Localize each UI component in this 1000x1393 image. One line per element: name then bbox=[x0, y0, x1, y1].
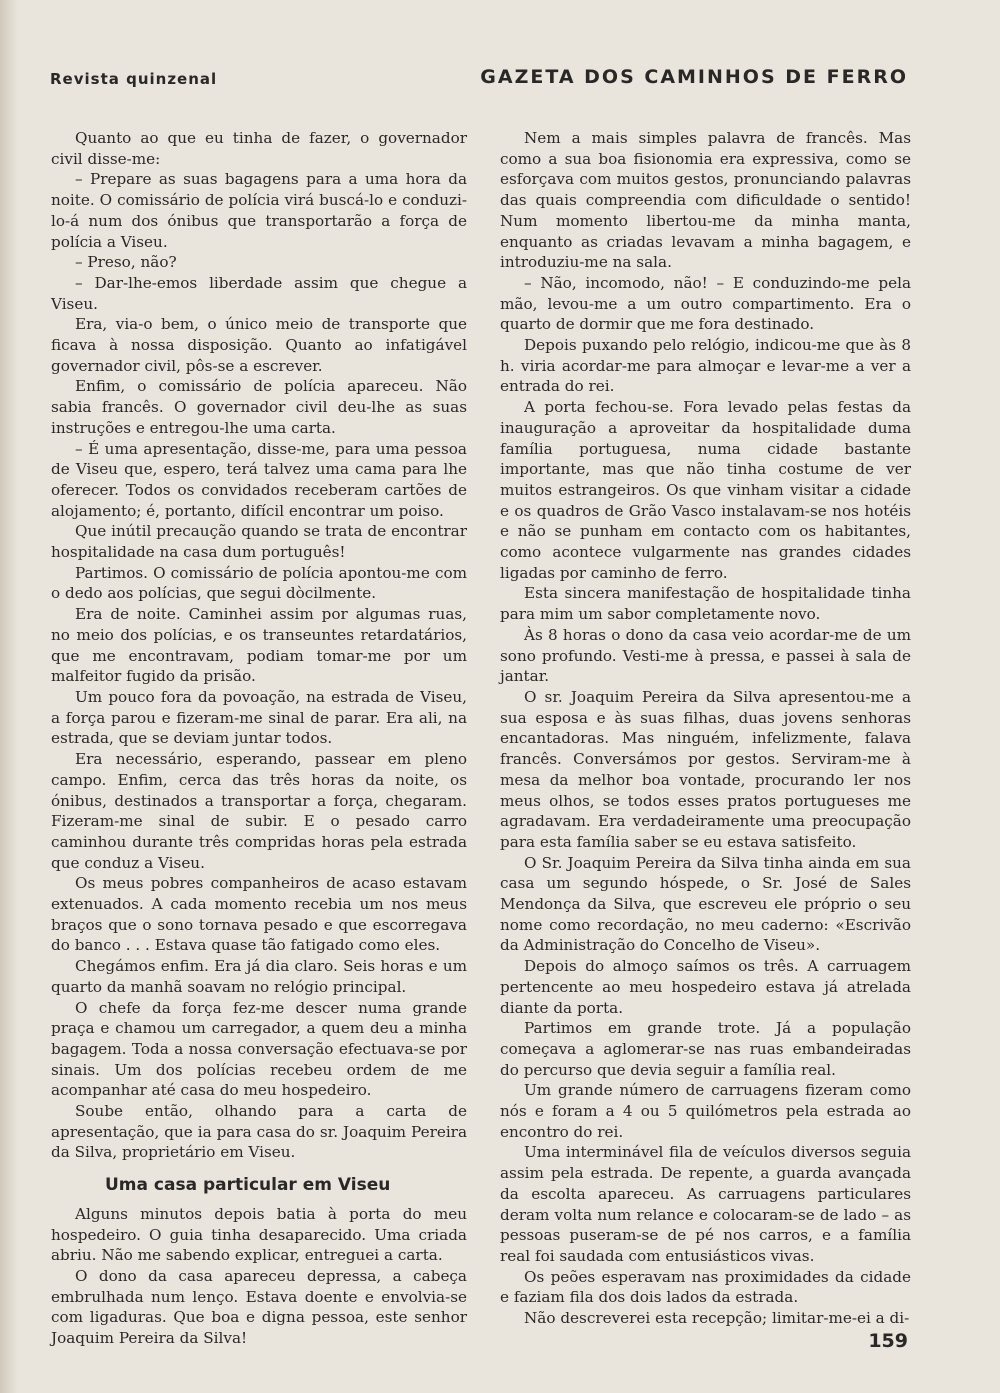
paragraph: Soube então, olhando para a carta de apresentação, que ia para casa do sr. Joaquim Pereira da Silva, proprietário em Viseu. bbox=[51, 1102, 467, 1162]
paragraph: A porta fechou-se. Fora levado pelas festas da inauguração a aproveitar da hospitalidade duma família portuguesa, numa cidade bastante importante, mas que não tinha costume de ver muitos estrangeiros. Os que vinham visitar a cidade e os quadros de Grão Vasco instalavam-se nos hotéis e não se punham em contacto com os habitantes, como acontece vulgarmente nas grandes cidades ligadas por caminho de ferro. bbox=[500, 398, 911, 582]
paragraph: – Prepare as suas bagagens para a uma hora da noite. O comissário de polícia virá buscá-lo e conduzi-lo-á num dos ónibus que transportarão a força de polícia a Viseu. bbox=[51, 170, 467, 251]
paragraph: O dono da casa apareceu depressa, a cabeça embrulhada num lenço. Estava doente e envolvia-se com ligaduras. Que boa e digna pessoa, este senhor Joaquim Pereira da Silva! bbox=[51, 1266, 467, 1348]
paragraph: Nem a mais simples palavra de francês. Mas como a sua boa fisionomia era expressiva, como se esforçava com muitos gestos, pronunciando palavras das quais compreendia com dificuldade o sentido! Num momento libertou-me da minha manta, enquanto as criadas levavam a minha bagagem, e introduziu-me na sala. bbox=[500, 129, 911, 272]
paragraph: Quanto ao que eu tinha de fazer, o governador civil disse-me: bbox=[51, 129, 467, 168]
paragraph: Que inútil precaução quando se trata de encontrar hospitalidade na casa dum português! bbox=[51, 522, 467, 562]
paragraph: Era de noite. Caminhei assim por algumas ruas, no meio dos polícias, e os transeuntes retardatários, que me encontravam, podiam tomar-me por um malfeitor fugido da prisão. bbox=[51, 605, 467, 686]
paragraph: Depois do almoço saímos os três. A carruagem pertencente ao meu hospedeiro estava já atrelada diante da porta. bbox=[500, 957, 911, 1017]
section-heading: Uma casa particular em Viseu bbox=[105, 1175, 391, 1196]
page-number: 159 bbox=[868, 1330, 908, 1352]
paragraph: Enfim, o comissário de polícia apareceu. Não sabia francês. O governador civil deu-lhe as suas instruções e entregou-lhe uma carta. bbox=[51, 377, 467, 437]
paragraph: – Preso, não? bbox=[75, 253, 177, 272]
paragraph: – Não, incomodo, não! – E conduzindo-me pela mão, levou-me a um outro compartimento. Era o quarto de dormir que me fora destinado. bbox=[500, 273, 911, 334]
paragraph: Depois puxando pelo relógio, indicou-me que às 8 h. viria acordar-me para almoçar e levar-me a ver a entrada do rei. bbox=[500, 336, 911, 396]
paragraph: – É uma apresentação, disse-me, para uma pessoa de Viseu que, espero, terá talvez uma cama para lhe oferecer. Todos os convidados receberam cartões de alojamento; é, portanto, difícil encontrar um poiso. bbox=[51, 439, 467, 520]
right-column bbox=[500, 128, 911, 1329]
paragraph: Chegámos enfim. Era já dia claro. Seis horas e um quarto da manhã soavam no relógio principal. bbox=[51, 957, 467, 996]
paragraph: O chefe da força fez-me descer numa grande praça e chamou um carregador, a quem deu a minha bagagem. Toda a nossa conversação efectuava-se por sinais. Um dos polícias recebeu ordem de me acompanhar até casa do meu hospedeiro. bbox=[51, 998, 467, 1100]
paragraph: Às 8 horas o dono da casa veio acordar-me de um sono profundo. Vesti-me à pressa, e passei à sala de jantar. bbox=[500, 625, 911, 686]
left-column bbox=[51, 128, 467, 1349]
header-journal-title: GAZETA DOS CAMINHOS DE FERRO bbox=[480, 66, 908, 88]
paragraph: Partimos em grande trote. Já a população começava a aglomerar-se nas ruas embandeiradas do percurso que devia seguir a família real. bbox=[500, 1019, 911, 1079]
paragraph: Um grande número de carruagens fizeram como nós e foram a 4 ou 5 quilómetros pela estrada ao encontro do rei. bbox=[500, 1081, 911, 1141]
paragraph: Era necessário, esperando, passear em pleno campo. Enfim, cerca das três horas da noite, os ónibus, destinados a transportar a força, chegaram. Fizeram-me sinal de subir. E o pesado carro caminhou durante três compridas horas pela estrada que conduz a Viseu. bbox=[51, 750, 467, 872]
paragraph: Os peões esperavam nas proximidades da cidade e faziam fila dos dois lados da estrada. bbox=[500, 1267, 911, 1307]
header-publication-frequency: Revista quinzenal bbox=[50, 70, 218, 88]
paragraph: Esta sincera manifestação de hospitalidade tinha para mim um sabor completamente novo. bbox=[500, 584, 911, 624]
paragraph: Não descreverei esta recepção; limitar-me-ei a di- bbox=[524, 1309, 910, 1328]
paragraph: Era, via-o bem, o único meio de transporte que ficava à nossa disposição. Quanto ao infatigável governador civil, pôs-se a escrever. bbox=[51, 315, 467, 375]
paragraph: O sr. Joaquim Pereira da Silva apresentou-me a sua esposa e às suas filhas, duas jovens senhoras encantadoras. Mas ninguém, infelizmente, falava francês. Conversámos por gestos. Serviram-me à mesa da melhor boa vontade, procurando ler nos meus olhos, se todos esses pratos portugueses me agradavam. Era verdadeiramente uma preocupação para esta família saber se eu estava satisfeito. bbox=[500, 687, 911, 851]
paragraph: O Sr. Joaquim Pereira da Silva tinha ainda em sua casa um segundo hóspede, o Sr. José de Sales Mendonça da Silva, que escreveu ele próprio o seu nome como recordação, no meu caderno: «Escrivão da Administração do Concelho de Viseu». bbox=[500, 853, 911, 955]
paragraph: – Dar-lhe-emos liberdade assim que chegue a Viseu. bbox=[51, 273, 467, 313]
paragraph: Alguns minutos depois batia à porta do meu hospedeiro. O guia tinha desaparecido. Uma criada abriu. Não me sabendo explicar, entreguei a carta. bbox=[51, 1204, 467, 1265]
paragraph: Partimos. O comissário de polícia apontou-me com o dedo aos polícias, que segui dòcilmente. bbox=[51, 563, 467, 603]
paragraph: Os meus pobres companheiros de acaso estavam extenuados. A cada momento recebia um nos meus braços que o sono tornava pesado e que escorregava do banco . . . Estava quase tão fatigado como eles. bbox=[51, 874, 467, 955]
paragraph: Um pouco fora da povoação, na estrada de Viseu, a força parou e fizeram-me sinal de parar. Era ali, na estrada, que se deviam juntar todos. bbox=[51, 687, 467, 748]
page-edge-shadow bbox=[0, 0, 18, 1393]
paragraph: Uma interminável fila de veículos diversos seguia assim pela estrada. De repente, a guarda avançada da escolta apareceu. As carruagens particulares deram volta num relance e colocaram-se de lado – as pessoas puseram-se de pé nos carros, e a família real foi saudada com entusiásticos vivas. bbox=[500, 1143, 911, 1265]
